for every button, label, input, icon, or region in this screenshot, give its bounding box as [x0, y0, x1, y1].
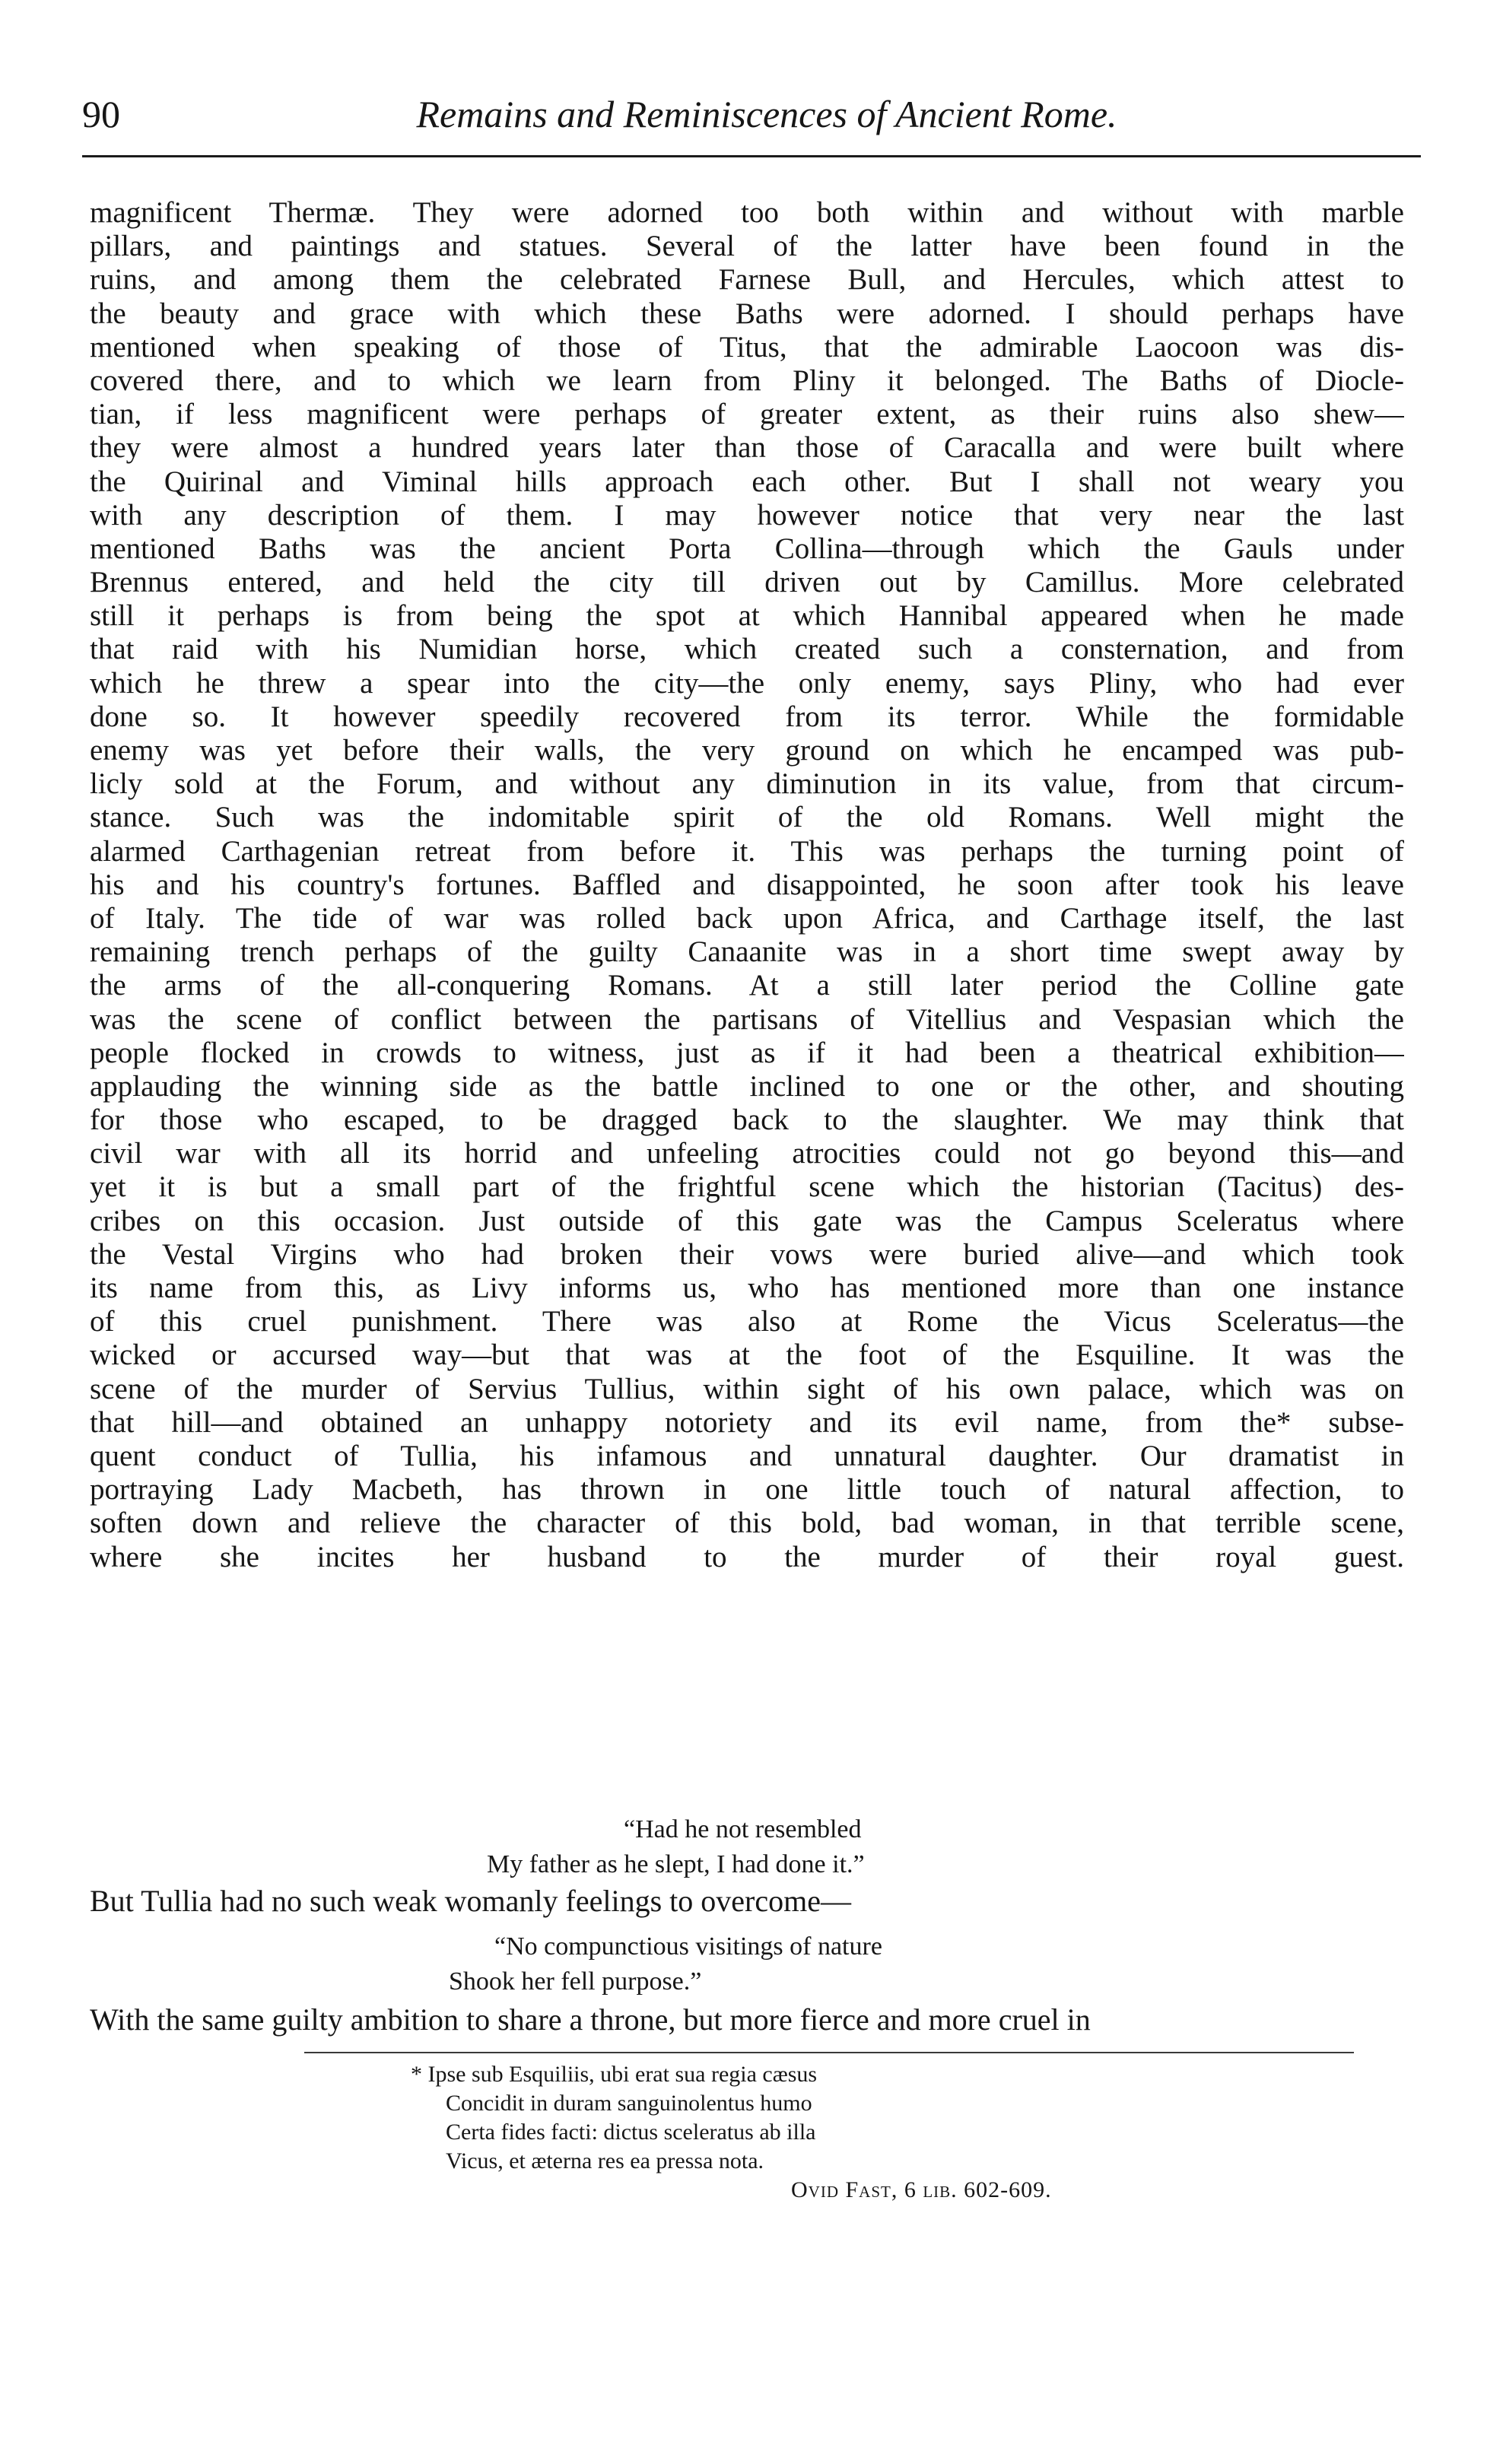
body-line: pillars, and paintings and statues. Several of the latter have been found in the	[90, 230, 1404, 263]
verse-quote-line: “No compunctious visitings of nature	[494, 1932, 882, 1961]
body-line: scene of the murder of Servius Tullius, within sight of his own palace, which was on	[90, 1372, 1404, 1405]
page-number: 90	[82, 93, 120, 135]
body-line: wicked or accursed way—but that was at the foot of the Esquiline. It was the	[90, 1338, 1404, 1372]
body-line: But Tullia had no such weak womanly feelings to overcome—	[90, 1884, 851, 1918]
body-line: soften down and relieve the character of this bold, bad woman, in that terrible scene,	[90, 1507, 1404, 1540]
body-line: Brennus entered, and held the city till driven out by Camillus. More celebrated	[90, 566, 1404, 599]
body-line: alarmed Carthagenian retreat from before it. This was perhaps the turning point of	[90, 834, 1404, 868]
body-line: applauding the winning side as the battle inclined to one or the other, and shouting	[90, 1069, 1404, 1103]
body-line: stance. Such was the indomitable spirit of the old Romans. Well might the	[90, 801, 1404, 834]
body-line: mentioned when speaking of those of Titus, that the admirable Laocoon was dis-	[90, 330, 1404, 364]
body-line: which he threw a spear into the city—the only enemy, says Pliny, who had ever	[90, 666, 1404, 700]
body-line: cribes on this occasion. Just outside of this gate was the Campus Sceleratus where	[90, 1204, 1404, 1237]
body-line: magnificent Thermæ. They were adorned too both within and without with marble	[90, 196, 1404, 229]
body-line: civil war with all its horrid and unfeeling atrocities could not go beyond this—and	[90, 1137, 1404, 1170]
body-line: his and his country's fortunes. Baffled and disappointed, he soon after took his leave	[90, 868, 1404, 901]
body-text	[90, 196, 1404, 1574]
body-line: people flocked in crowds to witness, just as if it had been a theatrical exhibition—	[90, 1036, 1404, 1069]
footnote-line: Concidit in duram sanguinolentus humo	[446, 2091, 812, 2116]
body-line: licly sold at the Forum, and without any diminution in its value, from that circum-	[90, 767, 1404, 801]
body-line: covered there, and to which we learn from Pliny it belonged. The Baths of Diocle-	[90, 364, 1404, 397]
page-header	[82, 90, 1428, 158]
body-line: with any description of them. I may however notice that very near the last	[90, 498, 1404, 532]
body-line: that raid with his Numidian horse, which created such a consternation, and from	[90, 633, 1404, 666]
body-line: of Italy. The tide of war was rolled back upon Africa, and Carthage itself, the last	[90, 901, 1404, 935]
footnote-rule	[304, 2052, 1354, 2053]
body-line: still it perhaps is from being the spot at which Hannibal appeared when he made	[90, 599, 1404, 633]
body-line: its name from this, as Livy informs us, who has mentioned more than one instance	[90, 1272, 1404, 1304]
body-line: where she incites her husband to the murder of their royal guest.	[90, 1540, 1404, 1573]
body-line: the Quirinal and Viminal hills approach each other. But I shall not weary you	[90, 465, 1404, 498]
verse-quote-line: My father as he slept, I had done it.”	[487, 1850, 865, 1878]
body-line: the arms of the all-conquering Romans. At a still later period the Colline gate	[90, 969, 1404, 1002]
body-line: of this cruel punishment. There was also at Rome the Vicus Sceleratus—the	[90, 1305, 1404, 1338]
body-line: done so. It however speedily recovered from its terror. While the formidable	[90, 700, 1404, 733]
body-line: yet it is but a small part of the frightful scene which the historian (Tacitus) des-	[90, 1170, 1404, 1204]
body-line: that hill—and obtained an unhappy notoriety and its evil name, from the* subse-	[90, 1405, 1404, 1439]
verse-quote-line: “Had he not resembled	[624, 1815, 862, 1843]
body-line: enemy was yet before their walls, the very ground on which he encamped was pub-	[90, 734, 1404, 767]
body-line: ruins, and among them the celebrated Farnese Bull, and Hercules, which attest to	[90, 263, 1404, 297]
footnote-line: Certa fides facti: dictus sceleratus ab illa	[446, 2119, 816, 2145]
body-line: portraying Lady Macbeth, has thrown in one little touch of natural affection, to	[90, 1473, 1404, 1507]
body-line: the beauty and grace with which these Baths were adorned. I should perhaps have	[90, 297, 1404, 330]
footnote-line: Vicus, et æterna res ea pressa nota.	[446, 2148, 764, 2173]
body-line: was the scene of conflict between the partisans of Vitellius and Vespasian which the	[90, 1002, 1404, 1036]
body-line: With the same guilty ambition to share a throne, but more fierce and more cruel in	[90, 2002, 1091, 2037]
footnote-citation: Ovid Fast, 6 lib. 602-609.	[791, 2177, 1052, 2202]
verse-quote-line: Shook her fell purpose.”	[449, 1967, 702, 1996]
body-line: remaining trench perhaps of the guilty Canaanite was in a short time swept away by	[90, 935, 1404, 969]
body-line: for those who escaped, to be dragged back to the slaughter. We may think that	[90, 1103, 1404, 1137]
body-line: mentioned Baths was the ancient Porta Collina—through which the Gauls under	[90, 532, 1404, 565]
body-line: quent conduct of Tullia, his infamous and unnatural daughter. Our dramatist in	[90, 1439, 1404, 1472]
body-line: the Vestal Virgins who had broken their vows were buried alive—and which took	[90, 1237, 1404, 1271]
footnote-line: * Ipse sub Esquiliis, ubi erat sua regia cæsus	[411, 2062, 818, 2087]
header-rule	[82, 155, 1421, 157]
running-title: Remains and Reminiscences of Ancient Rome.	[416, 93, 1117, 135]
body-line: they were almost a hundred years later than those of Caracalla and were built where	[90, 431, 1404, 465]
body-line: tian, if less magnificent were perhaps of greater extent, as their ruins also shew—	[90, 398, 1404, 431]
